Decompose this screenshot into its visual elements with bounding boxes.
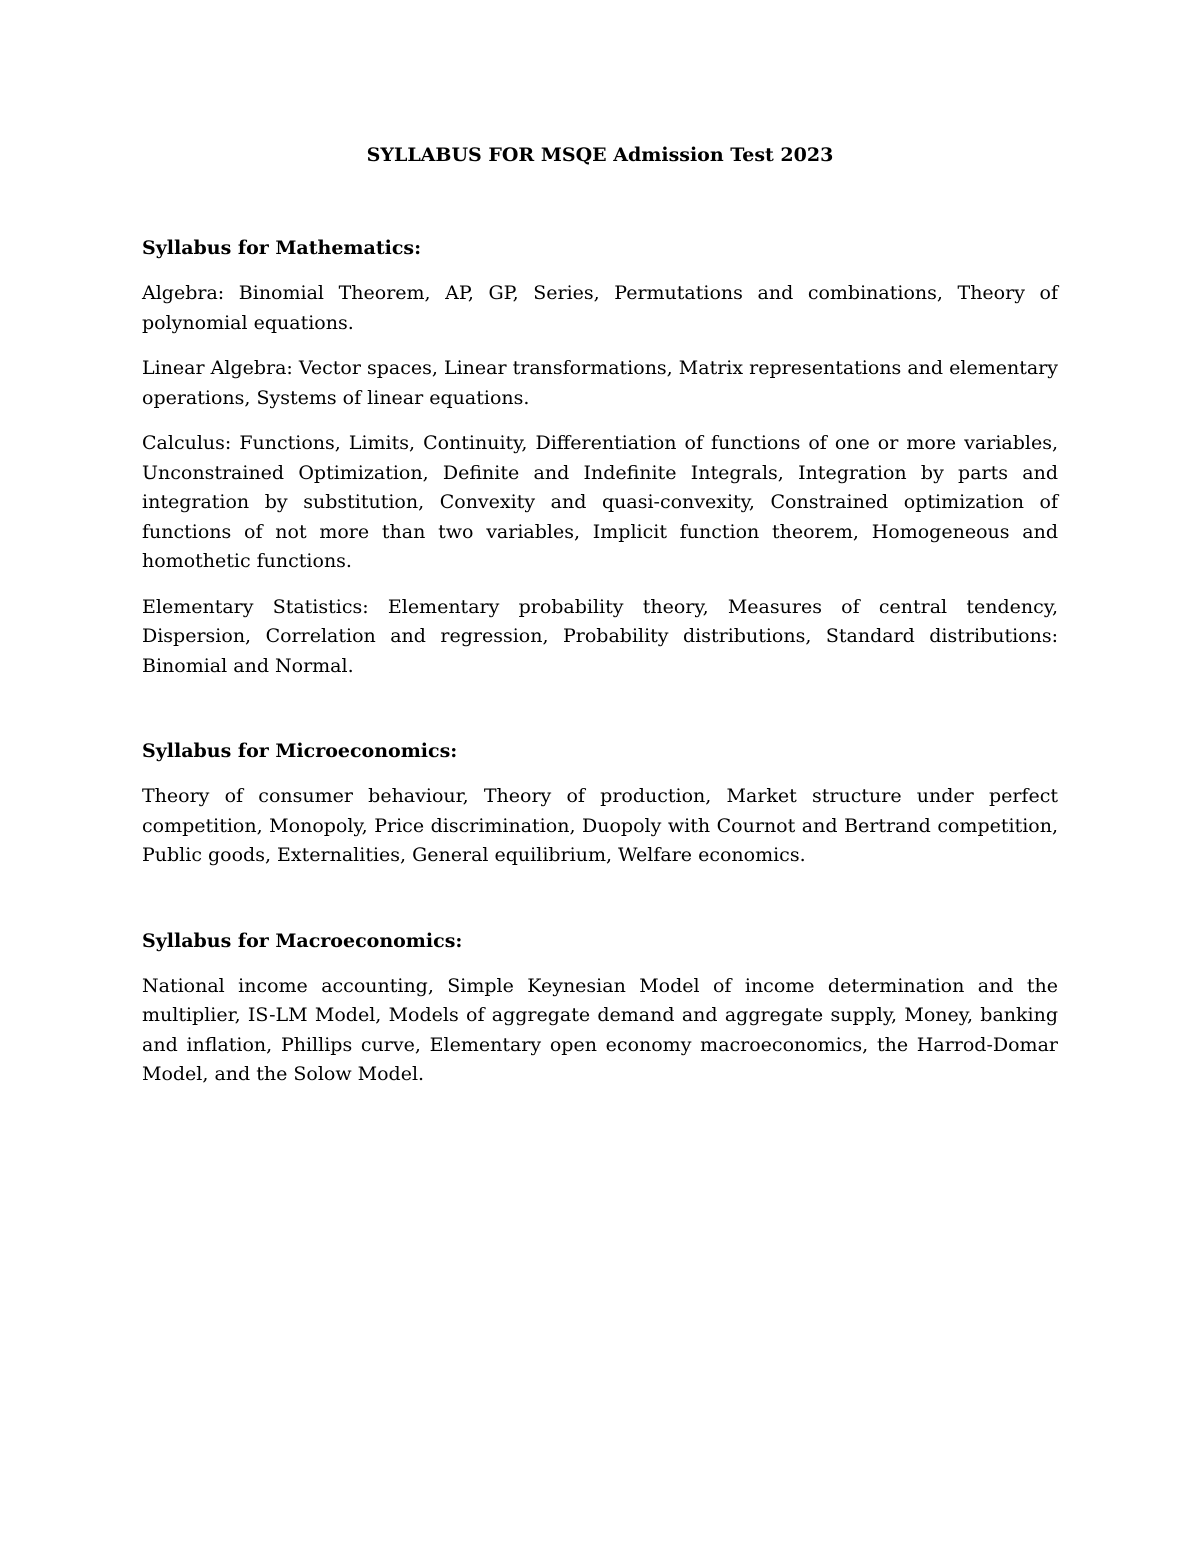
document-title: SYLLABUS FOR MSQE Admission Test 2023 xyxy=(366,144,834,166)
section-mathematics xyxy=(142,234,1058,681)
paragraph-elementary-statistics: Elementary Statistics: Elementary probability theory, Measures of central tendency, Dispersion, Correlation and regression, Probability distributions, Standard distributions: Binomial and Normal. xyxy=(142,595,1058,677)
section-microeconomics xyxy=(142,737,1058,871)
paragraph-macroeconomics: National income accounting, Simple Keynesian Model of income determination and the multiplier, IS-LM Model, Models of aggregate demand and aggregate supply, Money, banking and inflation, Phillips curve, Elementary open economy macroeconomics, the Harrod-Domar Model, and the Solow Model. xyxy=(142,974,1058,1085)
section-heading-macroeconomics: Syllabus for Macroeconomics: xyxy=(142,929,463,952)
document-content xyxy=(142,140,1058,1146)
section-heading-microeconomics: Syllabus for Microeconomics: xyxy=(142,740,458,762)
paragraph-calculus: Calculus: Functions, Limits, Continuity, Differentiation of functions of one or more variables, Unconstrained Optimization, Definite and Indefinite Integrals, Integration by parts and integration by substitution, Convexity and quasi-convexity, Constrained optimization of functions of not more than two variables, Implicit function theorem, Homogeneous and homothetic functions. xyxy=(142,432,1058,572)
section-heading-mathematics: Syllabus for Mathematics: xyxy=(142,237,422,259)
section-macroeconomics xyxy=(142,927,1058,1090)
paragraph-microeconomics: Theory of consumer behaviour, Theory of production, Market structure under perfect competition, Monopoly, Price discrimination, Duopoly with Cournot and Bertrand competition, Public goods, Externalities, General equilibrium, Welfare economics. xyxy=(142,785,1058,866)
paragraph-algebra: Algebra: Binomial Theorem, AP, GP, Series, Permutations and combinations, Theory of polynomial equations. xyxy=(142,282,1058,334)
paragraph-linear-algebra: Linear Algebra: Vector spaces, Linear transformations, Matrix representations and elementary operations, Systems of linear equations. xyxy=(142,357,1058,409)
